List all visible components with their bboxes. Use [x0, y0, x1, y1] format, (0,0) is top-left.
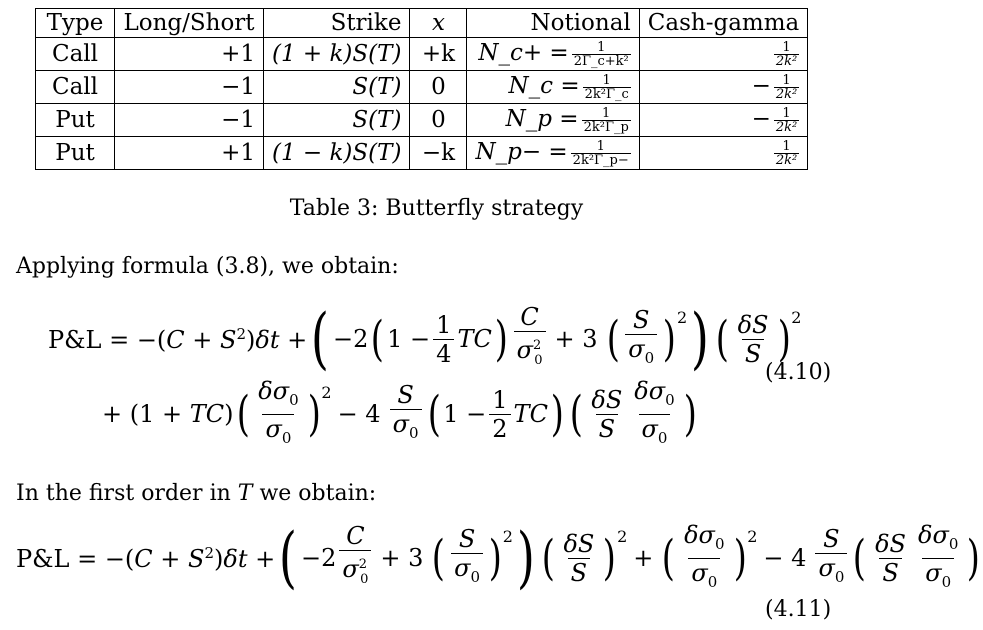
notional-lhs: N_p = [505, 106, 579, 133]
cell-strike: (1 − k)S(T) [264, 137, 410, 170]
cell-x: +k [410, 38, 467, 71]
cash-gamma-numerator: 1 [782, 39, 791, 55]
cash-gamma-denominator: 2k² [775, 86, 798, 102]
cash-gamma-numerator: 1 [782, 138, 791, 154]
notional-numerator: 1 [602, 105, 611, 121]
cell-type: Call [36, 38, 115, 71]
cell-long-short: +1 [115, 38, 264, 71]
header-cash-gamma: Cash-gamma [639, 9, 807, 38]
header-notional: Notional [467, 9, 639, 38]
notional-lhs: N_c = [508, 73, 580, 100]
equation-number-4-10: (4.10) [765, 360, 832, 385]
cash-gamma-fraction [774, 140, 799, 167]
cell-type: Call [36, 71, 115, 104]
cell-cash-gamma [639, 38, 807, 71]
notional-fraction [572, 41, 631, 68]
table-header-row [36, 9, 808, 38]
table-row [36, 104, 808, 137]
cash-gamma-denominator: 2k² [775, 53, 798, 69]
header-strike: Strike [264, 9, 410, 38]
cash-gamma-sign: − [751, 73, 771, 100]
cell-x: 0 [410, 104, 467, 137]
cell-x: 0 [410, 71, 467, 104]
cash-gamma-denominator: 2k² [775, 119, 798, 135]
cash-gamma-denominator: 2k² [775, 152, 798, 168]
cell-notional [467, 137, 639, 170]
table-row [36, 71, 808, 104]
cell-long-short: −1 [115, 104, 264, 137]
cell-notional [467, 38, 639, 71]
notional-lhs: N_c+ = [478, 40, 569, 67]
notional-fraction [583, 74, 631, 101]
cell-cash-gamma [639, 104, 807, 137]
notional-numerator: 1 [596, 138, 605, 154]
butterfly-table [35, 8, 808, 170]
header-long-short: Long/Short [115, 9, 264, 38]
cell-type: Put [36, 137, 115, 170]
cell-notional [467, 104, 639, 137]
notional-fraction [571, 140, 631, 167]
equation-4-11: P&L = $-(C + S^2)\delta t$ + ( −2 $\frac{C}{\sigma^2_0}$ + 3 ( $\frac{S}{\sigma_0}$ ) 2 ) ( $\frac{\delta S}{S}$ ) 2 + ( $\frac{\delta\sigma_0}{\sigma_0}$ ) 2 − 4 $\frac{S}{\sigma_0}$ ( $\frac{\delta S}{S}$ $\frac{\delta\sigma_0}{\sigma_0}$ ) [16, 519, 981, 596]
header-type: Type [36, 9, 115, 38]
notional-denominator: 2Γ_c+k² [573, 53, 629, 69]
cell-strike: (1 + k)S(T) [264, 38, 410, 71]
notional-numerator: 1 [597, 39, 606, 55]
notional-lhs: N_p− = [475, 139, 568, 166]
paragraph-first-order: In the first order in T we obtain: [16, 481, 377, 506]
equation-4-10-line-1: P&L = $-(C + S^2)\delta t$ + ( −2 ( 1 − $\frac{1}{4}$ T C ) $\frac{C}{\sigma^2_0}$ + 3 ( $\frac{S}{\sigma_0}$ ) 2 ) ( $\frac{\delta S}{S}$ ) 2 [48, 300, 802, 377]
cell-type: Put [36, 104, 115, 137]
notional-fraction [582, 107, 631, 134]
cell-notional [467, 71, 639, 104]
table-caption: Table 3: Butterfly strategy [289, 196, 584, 221]
notional-denominator: 2k²Γ_p [583, 119, 629, 135]
notional-numerator: 1 [602, 72, 611, 88]
table-row [36, 137, 808, 170]
cash-gamma-fraction [774, 41, 799, 68]
cash-gamma-fraction [774, 74, 799, 101]
paragraph-applying: Applying formula (3.8), we obtain: [16, 254, 399, 279]
notional-denominator: 2k²Γ_c [584, 86, 629, 102]
cell-long-short: +1 [115, 137, 264, 170]
equation-4-10-line-2: + (1 + TC) ( $\frac{\delta\sigma_0}{\sigma_0}$ ) 2 − 4 $\frac{S}{\sigma_0}$ ( 1 − $\frac{1}{2}$ T C ) ( $\frac{\delta S}{S}$ $\frac{\delta\sigma_0}{\sigma_0}$ ) [102, 378, 699, 450]
cash-gamma-numerator: 1 [782, 105, 791, 121]
cell-long-short: −1 [115, 71, 264, 104]
cell-cash-gamma [639, 137, 807, 170]
equation-number-4-11: (4.11) [765, 597, 832, 622]
cell-cash-gamma [639, 71, 807, 104]
table-row [36, 38, 808, 71]
cell-x: −k [410, 137, 467, 170]
header-x: x [410, 9, 467, 38]
cash-gamma-sign: − [751, 106, 771, 133]
cell-strike: S(T) [264, 104, 410, 137]
cell-strike: S(T) [264, 71, 410, 104]
cash-gamma-numerator: 1 [782, 72, 791, 88]
notional-denominator: 2k²Γ_p− [572, 152, 629, 168]
cash-gamma-fraction [774, 107, 799, 134]
